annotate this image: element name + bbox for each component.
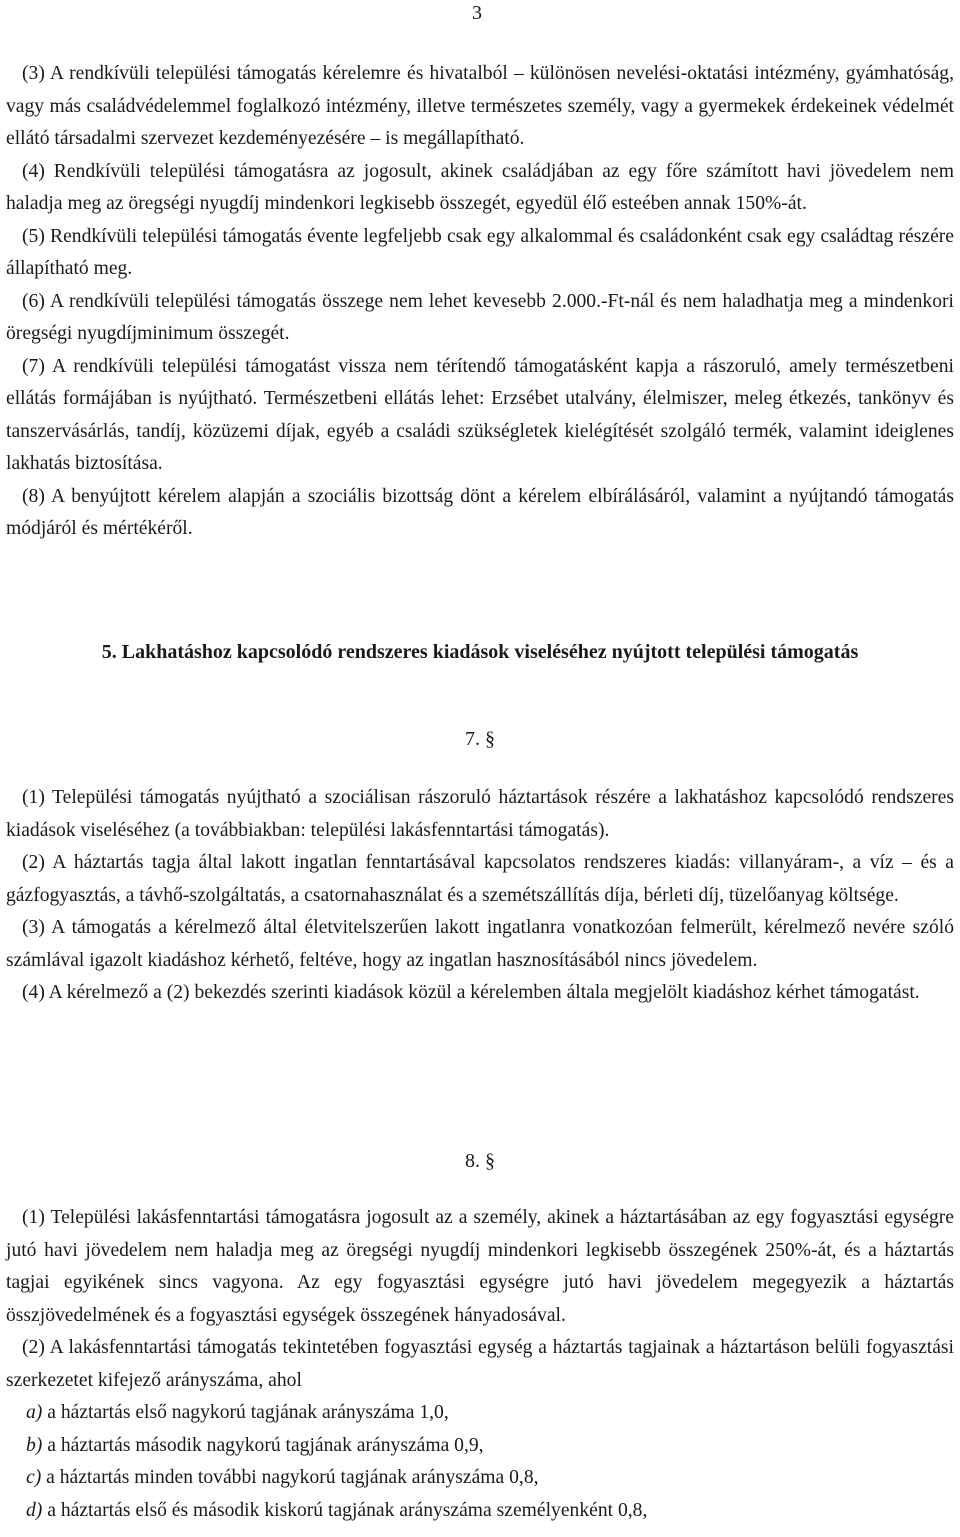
paragraph: (4) Rendkívüli települési támogatásra az jogosult, akinek családjában az egy főre számított havi jövedelem nem haladja meg az öregségi nyugdíj mindenkori legkisebb összegét, egyedül élő esteében annak 150%-át. xyxy=(6,160,954,214)
paragraphs-top xyxy=(6,58,954,546)
section-heading xyxy=(60,636,900,668)
paragraphs-section-7 xyxy=(6,782,954,1010)
paragraphs-section-8 xyxy=(6,1202,954,1527)
paragraph: (1) Települési támogatás nyújtható a szociálisan rászoruló háztartások részére a lakhatáshoz kapcsolódó rendszeres kiadások viseléséhez (a továbbiakban: települési lakásfenntartási támogatás). xyxy=(6,787,954,841)
paragraph: (4) A kérelmező a (2) bekezdés szerinti kiadások közül a kérelemben általa megjelölt kiadáshoz kérhet támogatást. xyxy=(22,982,920,1003)
list-item-letter: c) xyxy=(26,1467,42,1488)
paragraph: (3) A támogatás a kérelmező által életvitelszerűen lakott ingatlanra vonatkozóan felmerült, kérelmező nevére szóló számlával igazolt kiadáshoz kérhető, feltéve, hogy az ingatlan hasznosításából nincs jövedelem. xyxy=(6,917,954,971)
paragraph: (2) A lakásfenntartási támogatás tekintetében fogyasztási egység a háztartás tagjainak a háztartáson belüli fogyasztási szerkezetet kifejező arányszáma, ahol xyxy=(6,1337,954,1391)
list-item xyxy=(6,1397,954,1430)
list-item-letter: d) xyxy=(26,1499,43,1521)
paragraph: (6) A rendkívüli települési támogatás összege nem lehet kevesebb 2.000.-Ft-nál és nem haladhatja meg a mindenkori öregségi nyugdíjminimum összegét. xyxy=(6,290,954,344)
list-item-letter: b) xyxy=(26,1434,43,1456)
list-item xyxy=(6,1462,954,1495)
page-number: 3 xyxy=(472,2,482,24)
section-mark-8: 8. § xyxy=(465,1150,495,1172)
list-item xyxy=(6,1495,954,1528)
heading-number: 5. xyxy=(101,641,117,663)
heading-text: Lakhatáshoz kapcsolódó rendszeres kiadások viseléséhez nyújtott települési támogatás xyxy=(121,641,859,663)
list-item-letter: a) xyxy=(26,1402,43,1423)
section-mark-7: 7. § xyxy=(465,728,495,750)
paragraph: (5) Rendkívüli települési támogatás évente legfeljebb csak egy alkalommal és családonként csak egy családtag részére állapítható meg. xyxy=(6,225,954,279)
list-item-text: a háztartás második nagykorú tagjának arányszáma 0,9, xyxy=(47,1434,484,1456)
paragraph: (2) A háztartás tagja által lakott ingatlan fenntartásával kapcsolatos rendszeres kiadás: villanyáram-, a víz – és a gázfogyasztás, a távhő-szolgáltatás, a csatornahasználat és a szemétszállítás díja, bérleti díj, tüzelőanyag költsége. xyxy=(6,852,954,906)
paragraph: (3) A rendkívüli települési támogatás kérelemre és hivatalból – különösen nevelési-oktatási intézmény, gyámhatóság, vagy más családvédelemmel foglalkozó intézmény, illetve természetes személy, vagy a gyermekek érdekeinek védelmét ellátó társadalmi szervezet kezdeményezésére – is megállapítható. xyxy=(6,63,954,149)
paragraph: (1) Települési lakásfenntartási támogatásra jogosult az a személy, akinek a háztartásában az egy fogyasztási egységre jutó havi jövedelem nem haladja meg az öregségi nyugdíj mindenkori legkisebb összegének 250%-át, és a háztartás tagjai egyikének sincs vagyona. Az egy fogyasztási egységre jutó havi jövedelem megegyezik a háztartás összjövedelmének és a fogyasztási egységek összegének hányadosával. xyxy=(6,1207,954,1326)
list-item-text: a háztartás minden további nagykorú tagjának arányszáma 0,8, xyxy=(46,1467,539,1488)
list-item xyxy=(6,1430,954,1463)
list-item-text: a háztartás első és második kiskorú tagjának arányszáma személyenként 0,8, xyxy=(47,1499,648,1521)
list-item-text: a háztartás első nagykorú tagjának arányszáma 1,0, xyxy=(47,1402,449,1423)
paragraph: (7) A rendkívüli települési támogatást vissza nem térítendő támogatásként kapja a rászoruló, amely természetbeni ellátás formájában is nyújtható. Természetbeni ellátás lehet: Erzsébet utalvány, élelmiszer, meleg étkezés, tankönyv és tanszervásárlás, tandíj, közüzemi díjak, egyéb a családi szükségletek kielégítését szolgáló termék, valamint ideiglenes lakhatás biztosítása. xyxy=(6,355,954,474)
paragraph: (8) A benyújtott kérelem alapján a szociális bizottság dönt a kérelem elbírálásáról, valamint a nyújtandó támogatás módjáról és mértékéről. xyxy=(6,485,954,539)
